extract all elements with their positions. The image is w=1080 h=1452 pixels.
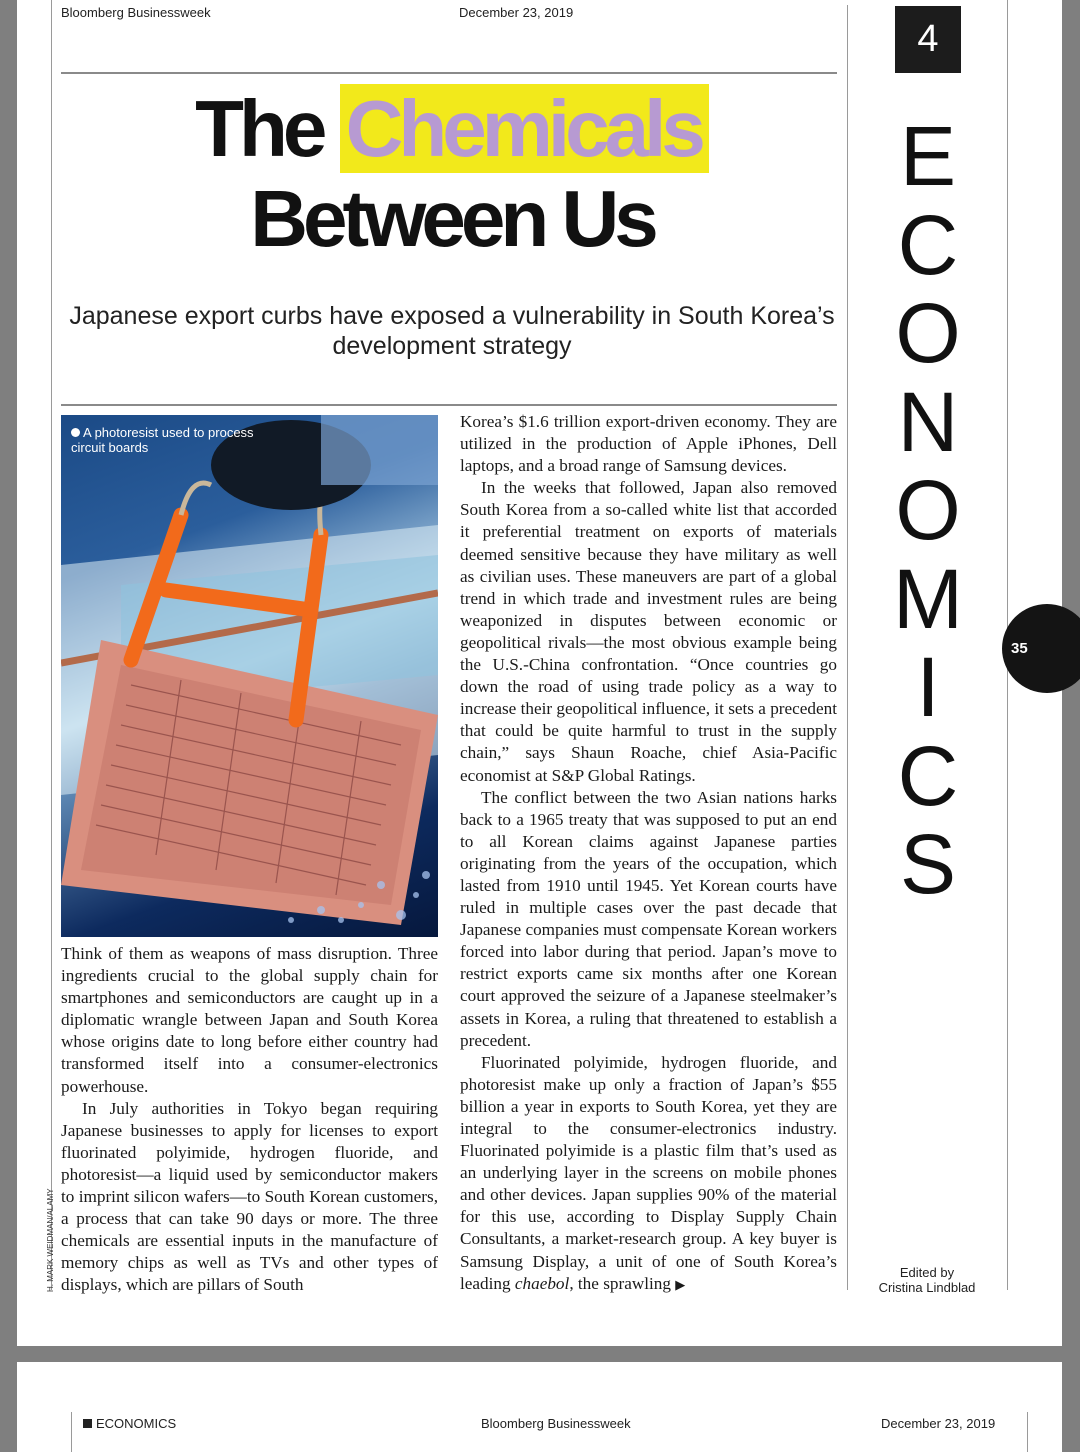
section-letter: M — [893, 551, 963, 646]
headline-highlight: Chemicals — [340, 84, 709, 173]
section-letter: N — [897, 374, 959, 469]
sleeve — [321, 415, 438, 485]
section-letter: E — [899, 109, 957, 203]
col2-p4-italic: chaebol — [514, 1273, 570, 1293]
col1-paragraph-1: Think of them as weapons of mass disruption. Three ingredients crucial to the global supply chain for smartphones and semiconductors are caught up in a diplomatic wrangle between Japan and South Korea whose origins date to long before either country had transformed itself into a consumer-electronics powerhouse. — [61, 944, 438, 1096]
publication-name: Bloomberg Businessweek — [61, 5, 211, 20]
next-page-right-rule — [1027, 1412, 1028, 1452]
photo — [61, 415, 438, 937]
next-page-section-label: ECONOMICS — [96, 1416, 177, 1431]
next-page — [17, 1362, 1062, 1452]
header-divider — [61, 72, 837, 74]
caption-bullet — [71, 428, 80, 437]
issue-date: December 23, 2019 — [459, 5, 574, 20]
col2-p4-end: , the sprawling — [569, 1273, 671, 1293]
col2-paragraph-2: In the weeks that followed, Japan also removed South Korea from a so-called white list that accorded it preferential treatment on exports of materials deemed sensitive because they have military as well as civilian uses. These maneuvers are part of a global trend in which trade and investment rules are being weaponized in disputes between economic or geopolitical rivals—the most obvious example being the U.S.-China confrontation. “Once countries go down the road of using trade policy as a way to increase their geopolitical influence, it sets a precedent that could be quite harmful to trust in the supply chain,” says Shaun Roache, chief Asia-Pacific economist at S&P Global Ratings. — [460, 478, 838, 785]
section-letter: O — [895, 286, 961, 380]
section-letter: I — [916, 640, 940, 734]
left-margin-rule — [51, 0, 52, 1290]
article-column-1 — [61, 943, 438, 1297]
col2-paragraph-4 — [460, 1052, 837, 1297]
col1-paragraph-2: In July authorities in Tokyo began requiring Japanese businesses to apply for licenses to export fluorinated polyimide, hydrogen fluoride, and photoresist—a liquid used by semiconductor makers to imprint silicon wafers—to South Korean customers, a process that can take 90 days or more. The three chemicals are essential inputs in the manufacture of memory chips as well as TVs and other types of displays, which are pillars of South — [61, 1098, 438, 1295]
section-square-icon — [83, 1419, 92, 1428]
photo-caption — [71, 425, 271, 455]
col2-paragraph-1: Korea’s $1.6 trillion export-driven economy. They are utilized in the production of Apple iPhones, Dell laptops, and a broad range of Samsung devices. — [460, 412, 837, 476]
section-letter: C — [897, 197, 959, 292]
next-page-left-rule — [71, 1412, 72, 1452]
headline-word-the: The — [195, 84, 323, 173]
next-page-date: December 23, 2019 — [881, 1416, 996, 1431]
section-letter: C — [897, 728, 959, 823]
section-letter: O — [895, 463, 961, 557]
right-column-rule — [847, 5, 848, 1290]
photo-credit: H. MARK WEIDMAN/ALAMY — [46, 1188, 55, 1292]
section-label — [877, 109, 979, 911]
section-number: 4 — [895, 6, 961, 73]
headline — [57, 84, 847, 264]
next-page-section — [83, 1416, 176, 1431]
dek-divider — [61, 404, 837, 406]
next-page-publication: Bloomberg Businessweek — [481, 1416, 631, 1431]
dek: Japanese export curbs have exposed a vulnerability in South Korea’s development strategy — [69, 302, 835, 360]
col2-paragraph-3: The conflict between the two Asian nations harks back to a 1965 treaty that was supposed to put an end to all Korean claims against Japanese parties originating from the years of the occupation, which lasted from 1910 until 1945. Yet Korean courts have ruled in multiple cases over the past decade that Japanese companies must compensate Korean workers forced into labor during that period. Japan’s move to restrict exports came six months after one Korean court approved the seizure of a Japanese steelmaker’s assets in Korea, a ruling that threatened to establish a precedent. — [460, 787, 837, 1050]
col2-p4-start: Fluorinated polyimide, hydrogen fluoride, and photoresist make up only a fraction of Japan’s $55 billion a year in exports to South Korea, yet they are integral to the consumer-electronics industry. Fluorinated polyimide is a plastic film that’s used as an underlying layer in the screens on mobile phones and other devices. Japan supplies 90% of the material for this use, according to Display Supply Chain Consultants, a market-research group. A key buyer is Samsung Display, a unit of one of South Korea’s leading — [460, 1052, 837, 1293]
magazine-page — [17, 0, 1062, 1346]
headline-line2: Between Us — [250, 174, 654, 263]
article-column-2 — [460, 411, 837, 1297]
circuit-board-illustration — [61, 415, 438, 937]
page-number-tab: 35 — [1002, 604, 1080, 693]
editor-name: Cristina Lindblad — [878, 1280, 976, 1295]
edited-by-label: Edited by — [899, 1265, 955, 1280]
continue-arrow-icon: ▶ — [675, 1277, 686, 1293]
photo-caption-text: A photoresist used to process circuit boards — [71, 425, 254, 455]
section-letter: S — [899, 817, 957, 911]
edited-by — [867, 1265, 987, 1295]
